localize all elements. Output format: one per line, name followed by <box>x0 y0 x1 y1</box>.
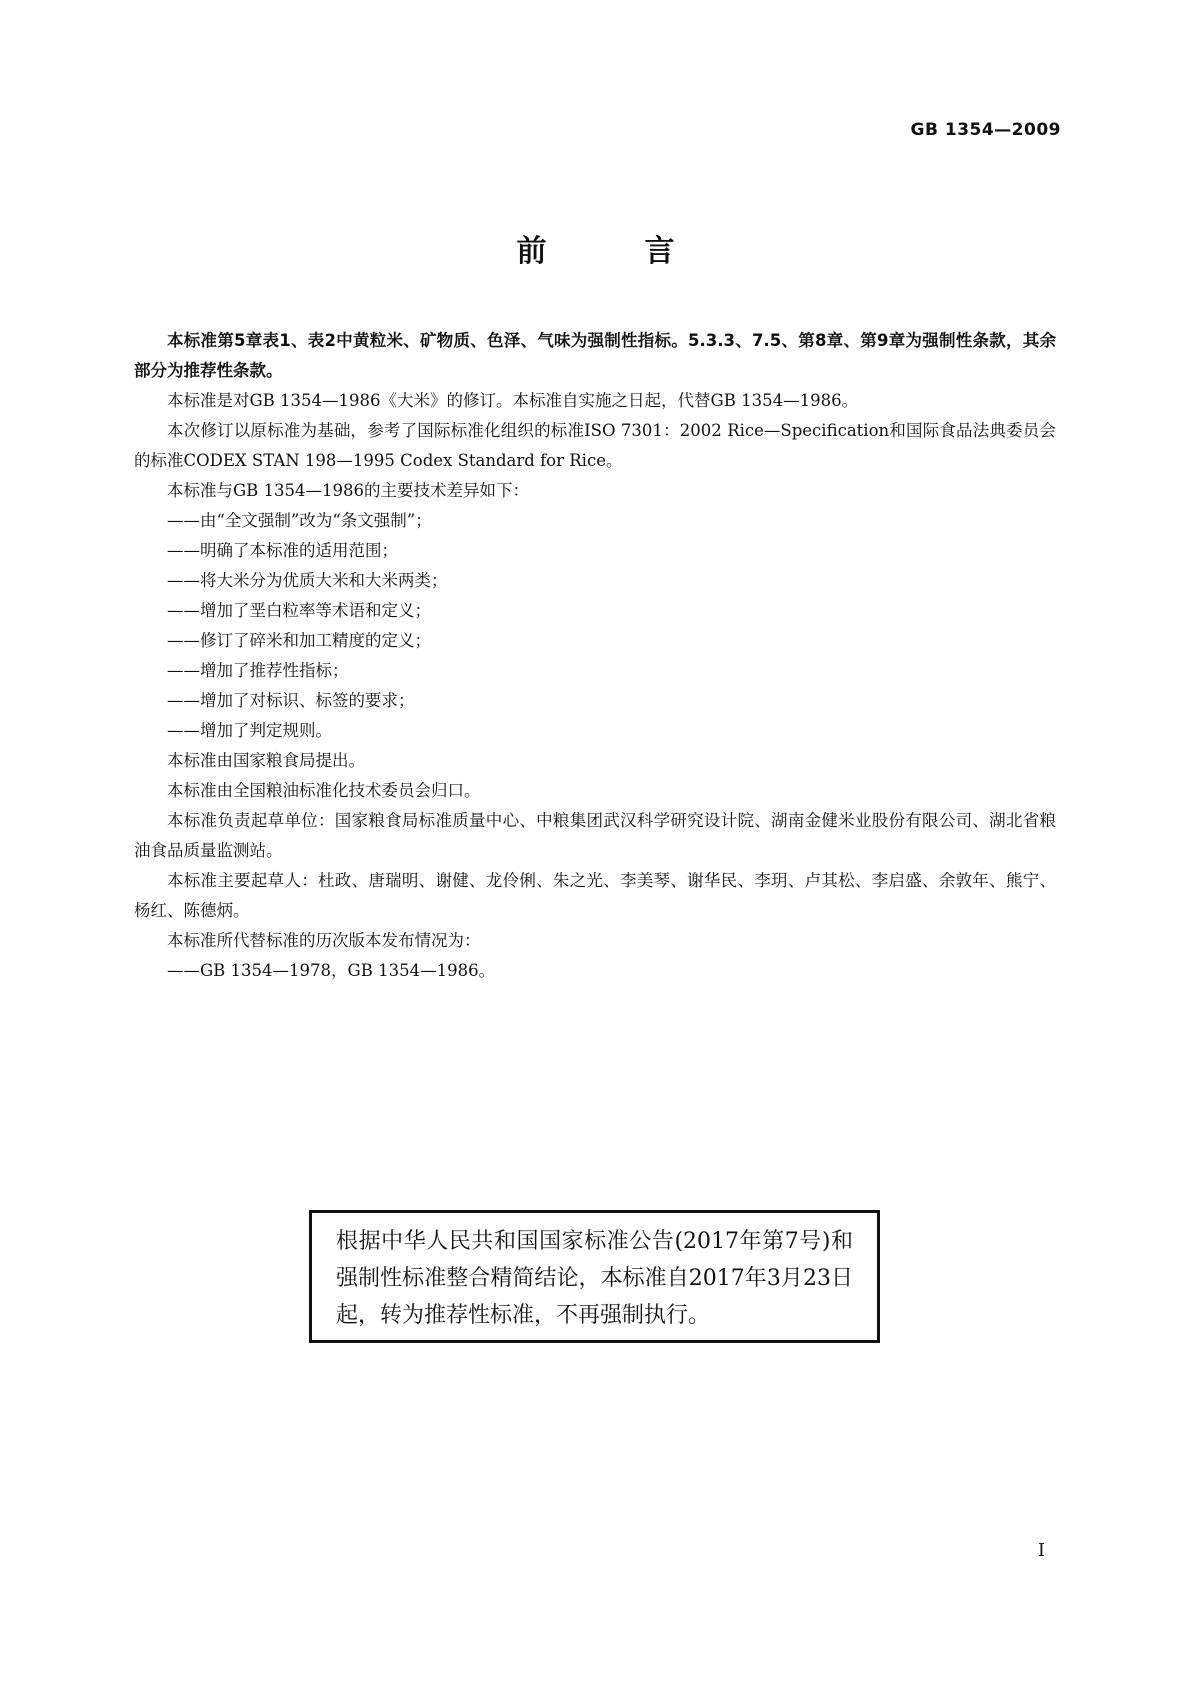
foreword-body <box>134 326 1056 986</box>
difference-item: ——增加了推荐性指标； <box>167 661 349 680</box>
paragraph-revision: 本标准是对GB 1354—1986《大米》的修订。本标准自实施之日起，代替GB 1354—1986。 <box>167 391 859 410</box>
paragraph-history-intro: 本标准所代替标准的历次版本发布情况为： <box>167 931 481 950</box>
difference-item: ——由“全文强制”改为“条文强制”； <box>167 511 432 530</box>
difference-item: ——修订了碎米和加工精度的定义； <box>167 631 431 650</box>
difference-item: ——增加了判定规则。 <box>167 721 332 740</box>
paragraph-mandatory-indicators: 本标准第5章表1、表2中黄粒米、矿物质、色泽、气味为强制性指标。5.3.3、7.5、第8章、第9章为强制性条款，其余部分为推荐性条款。 <box>134 331 1056 380</box>
history-item: ——GB 1354—1978，GB 1354—1986。 <box>167 961 496 980</box>
paragraph-drafters: 本标准主要起草人：杜政、唐瑞明、谢健、龙伶俐、朱之光、李美琴、谢华民、李玥、卢其松、李启盛、余敦年、熊宁、杨红、陈德炳。 <box>134 871 1056 920</box>
difference-item: ——增加了对标识、标签的要求； <box>167 691 415 710</box>
standard-code: GB 1354—2009 <box>910 120 1061 140</box>
difference-item: ——将大米分为优质大米和大米两类； <box>167 571 448 590</box>
paragraph-proposer: 本标准由国家粮食局提出。 <box>167 751 365 770</box>
difference-item: ——明确了本标准的适用范围； <box>167 541 398 560</box>
paragraph-drafting-units: 本标准负责起草单位：国家粮食局标准质量中心、中粮集团武汉科学研究设计院、湖南金健米业股份有限公司、湖北省粮油食品质量监测站。 <box>134 811 1056 860</box>
difference-item: ——增加了垩白粒率等术语和定义； <box>167 601 431 620</box>
paragraph-committee: 本标准由全国粮油标准化技术委员会归口。 <box>167 781 481 800</box>
paragraph-differences-intro: 本标准与GB 1354—1986的主要技术差异如下： <box>167 481 530 500</box>
notice-box: 根据中华人民共和国国家标准公告(2017年第7号)和强制性标准整合精简结论，本标准自2017年3月23日起，转为推荐性标准，不再强制执行。 <box>309 1210 880 1343</box>
paragraph-reference: 本次修订以原标准为基础，参考了国际标准化组织的标准ISO 7301：2002 Rice—Specification和国际食品法典委员会的标准CODEX STAN 198—1995 Codex Standard for Rice。 <box>134 421 1056 470</box>
page-title: 前 言 <box>516 234 709 269</box>
page-number: I <box>1037 1540 1045 1561</box>
